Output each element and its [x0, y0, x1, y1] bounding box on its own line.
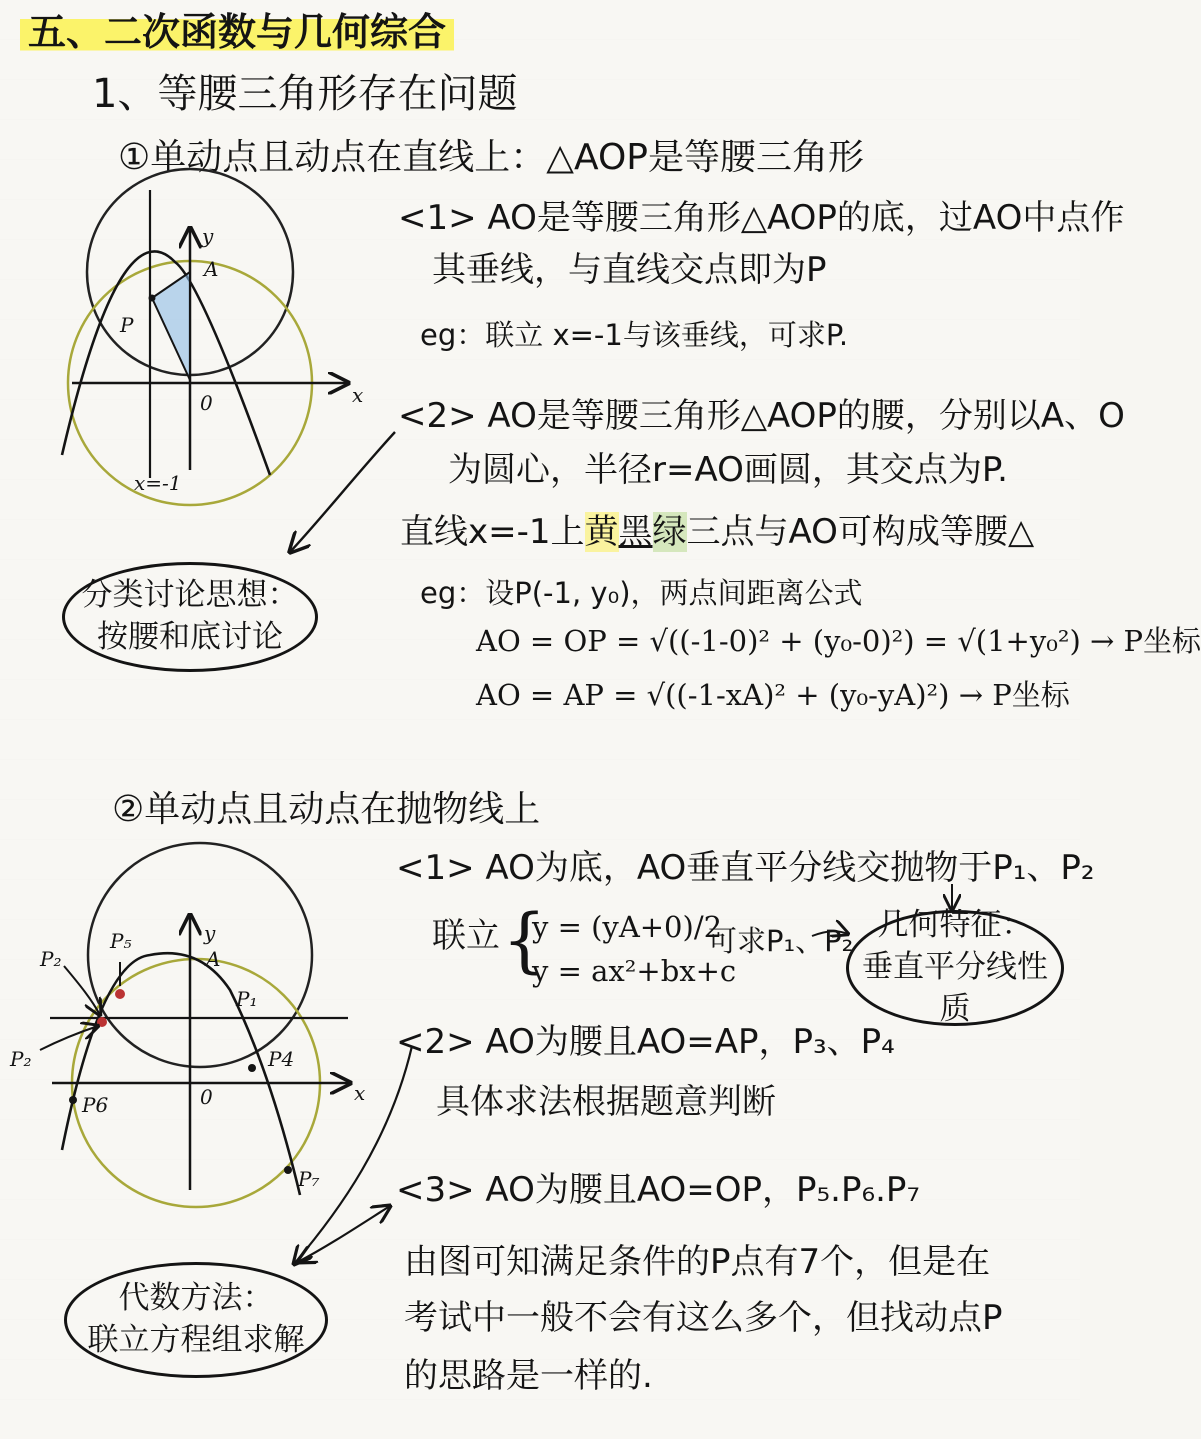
- formula-ao-ap: AO = AP = √((-1-xA)² + (y₀-yA)²) → P坐标: [476, 678, 1070, 712]
- case2-label: ②单动点且动点在抛物线上: [112, 789, 541, 830]
- bubble-algebra: [64, 1262, 328, 1378]
- case1-sub2-line2: 为圆心，半径r=AO画圆，其交点为P.: [448, 450, 1008, 490]
- line3-suffix: 三点与AO可构成等腰△: [686, 512, 1035, 552]
- section-heading: 1、等腰三角形存在问题: [92, 71, 518, 117]
- lianli-label: 联立: [432, 916, 500, 956]
- label-line: x=-1: [134, 471, 182, 495]
- bubble-geometry-line1: 几何特征：: [877, 907, 1033, 944]
- bubble-algebra-line1: 代数方法：: [118, 1280, 274, 1317]
- case1-label: ①单动点且动点在直线上：△AOP是等腰三角形: [118, 137, 864, 178]
- green-word: 绿: [652, 512, 687, 552]
- label2-p2-bottom: P₂: [10, 1047, 32, 1071]
- label-y: y: [202, 224, 214, 248]
- label-p: P: [120, 313, 134, 337]
- label2-a: A: [206, 947, 221, 971]
- case2-sub3-line1: <3> AO为腰且AO=OP，P₅.P₆.P₇: [396, 1170, 921, 1210]
- label2-p1: P₁: [236, 987, 258, 1011]
- system-eq2: y = ax²+bx+c: [532, 954, 737, 988]
- label2-p5: P₅: [110, 929, 132, 953]
- brace-icon: {: [502, 899, 547, 981]
- label2-o: 0: [200, 1085, 213, 1109]
- formula-ao-op: AO = OP = √((-1-0)² + (y₀-0)²) = √(1+y₀²) → P坐标: [476, 624, 1201, 658]
- label-a: A: [204, 257, 219, 281]
- label2-p2-top: P₂: [40, 947, 62, 971]
- bubble-algebra-line2: 联立方程组求解: [87, 1322, 305, 1358]
- conclusion-line1: 由图可知满足条件的P点有7个，但是在: [404, 1242, 991, 1282]
- page-title: 五、二次函数与几何综合: [20, 10, 454, 56]
- case1-sub1-example: eg：联立 x=-1与该垂线，可求P.: [420, 318, 849, 352]
- label2-x: x: [354, 1081, 366, 1105]
- black-word: 黑: [618, 512, 653, 552]
- case1-sub1-line1: <1> AO是等腰三角形△AOP的底，过AO中点作: [398, 198, 1125, 238]
- label2-p6: P6: [82, 1093, 109, 1117]
- case2-sub2-line2: 具体求法根据题意判断: [436, 1082, 776, 1122]
- conclusion-line2: 考试中一般不会有这么多个，但找动点P: [404, 1298, 1003, 1338]
- conclusion-line3: 的思路是一样的.: [404, 1356, 653, 1396]
- label2-p4: P4: [268, 1047, 295, 1071]
- bubble-classification-line1: 分类讨论思想：: [81, 577, 299, 614]
- bubble-geometry-line2: 垂直平分线性质: [862, 949, 1048, 1027]
- label-x: x: [352, 383, 364, 407]
- bubble-geometry: [846, 907, 1064, 1027]
- label2-y: y: [204, 921, 216, 945]
- case1-sub2-line3: [400, 514, 1034, 551]
- line3-prefix: 直线x=-1上: [400, 512, 585, 552]
- system-eq1: y = (yA+0)/2: [532, 910, 723, 944]
- case2-sub2-line1: <2> AO为腰且AO=AP，P₃、P₄: [396, 1022, 895, 1062]
- case2-sub1-result: 可求P₁、P₂: [708, 924, 854, 958]
- bubble-classification-line2: 按腰和底讨论: [97, 619, 283, 655]
- case2-sub1-line1: <1> AO为底，AO垂直平分线交抛物于P₁、P₂: [396, 848, 1095, 888]
- case1-sub1-line2: 其垂线，与直线交点即为P: [432, 250, 827, 290]
- yellow-word: 黄: [584, 512, 619, 552]
- label-o: 0: [200, 391, 213, 415]
- case1-sub2-line1: <2> AO是等腰三角形△AOP的腰，分别以A、O: [398, 396, 1125, 436]
- label2-p7: P₇: [298, 1167, 320, 1191]
- case1-sub2-example: eg：设P(-1, y₀)，两点间距离公式: [420, 576, 863, 610]
- bubble-classification: [62, 562, 318, 672]
